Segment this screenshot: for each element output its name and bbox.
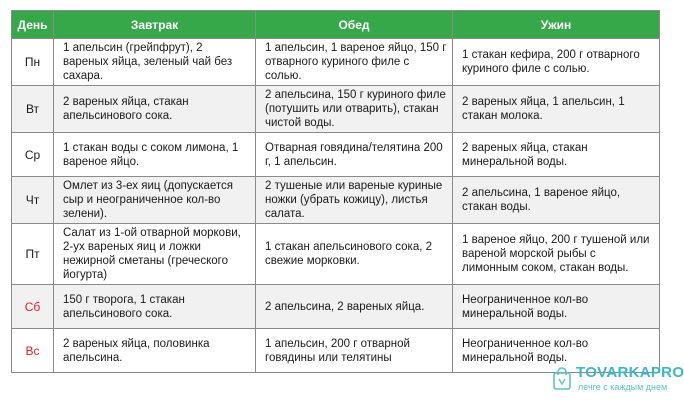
day-cell: Вт: [12, 86, 54, 133]
breakfast-cell: 2 вареных яйца, половинка апельсина.: [54, 329, 256, 373]
watermark-brand: TOVARKAPRO: [576, 364, 684, 381]
lunch-cell: 2 тушеные или вареные куриные ножки (убрать кожицу), листья салата.: [256, 177, 453, 224]
dinner-cell: 2 апельсина, 1 вареное яйцо, стакан воды.: [453, 177, 660, 224]
lunch-cell: 1 стакан апельсинового сока, 2 свежие морковки.: [256, 224, 453, 285]
table-row: [12, 133, 660, 177]
dinner-cell: 1 стакан кефира, 200 г отварного куриного филе с солью.: [453, 39, 660, 86]
header-dinner: Ужин: [453, 11, 660, 39]
header-breakfast: Завтрак: [54, 11, 256, 39]
breakfast-cell: 1 апельсин (грейпфрут), 2 вареных яйца, зеленый чай без сахара.: [54, 39, 256, 86]
lunch-cell: 1 апельсин, 1 вареное яйцо, 150 г отварного куриного филе с солью.: [256, 39, 453, 86]
watermark-tagline: лечге с каждым днем: [578, 382, 668, 392]
day-cell: Пн: [12, 39, 54, 86]
table-row: [12, 224, 660, 285]
table-row: [12, 285, 660, 329]
dinner-cell: 2 вареных яйца, стакан минеральной воды.: [453, 133, 660, 177]
dinner-cell: Неограниченное кол-во минеральной воды.: [453, 285, 660, 329]
dinner-cell: 1 вареное яйцо, 200 г тушеной или вареной морской рыбы с лимонным соком, стакан воды.: [453, 224, 660, 285]
header-row: [12, 11, 660, 39]
day-cell: Ср: [12, 133, 54, 177]
day-cell: Вс: [12, 329, 54, 373]
table-row: [12, 177, 660, 224]
day-cell: Пт: [12, 224, 54, 285]
breakfast-cell: Омлет из 3-ех яиц (допускается сыр и неограниченное кол-во зелени).: [54, 177, 256, 224]
lunch-cell: 2 апельсина, 2 вареных яйца.: [256, 285, 453, 329]
table-row: [12, 86, 660, 133]
lunch-cell: 2 апельсина, 150 г куриного филе (потушить или отварить), стакан чистой воды.: [256, 86, 453, 133]
watermark-logo: [552, 364, 684, 394]
dinner-cell: 2 вареных яйца, 1 апельсин, 1 стакан молока.: [453, 86, 660, 133]
lunch-cell: Отварная говядина/телятина 200 г, 1 апельсин.: [256, 133, 453, 177]
table-row: [12, 39, 660, 86]
breakfast-cell: Салат из 1-ой отварной моркови, 2-ух вареных яиц и ложки нежирной сметаны (греческого йогурта): [54, 224, 256, 285]
dinner-cell: Неограниченное кол-во минеральной воды.: [453, 329, 660, 373]
lunch-cell: 1 апельсин, 200 г отварной говядины или телятины: [256, 329, 453, 373]
shopping-bag-icon: [552, 366, 572, 390]
breakfast-cell: 2 вареных яйца, стакан апельсинового сока.: [54, 86, 256, 133]
breakfast-cell: 1 стакан воды с соком лимона, 1 вареное яйцо.: [54, 133, 256, 177]
breakfast-cell: 150 г творога, 1 стакан апельсинового сока.: [54, 285, 256, 329]
header-lunch: Обед: [256, 11, 453, 39]
diet-menu-table: [11, 10, 660, 373]
header-day: День: [12, 11, 54, 39]
day-cell: Сб: [12, 285, 54, 329]
day-cell: Чт: [12, 177, 54, 224]
